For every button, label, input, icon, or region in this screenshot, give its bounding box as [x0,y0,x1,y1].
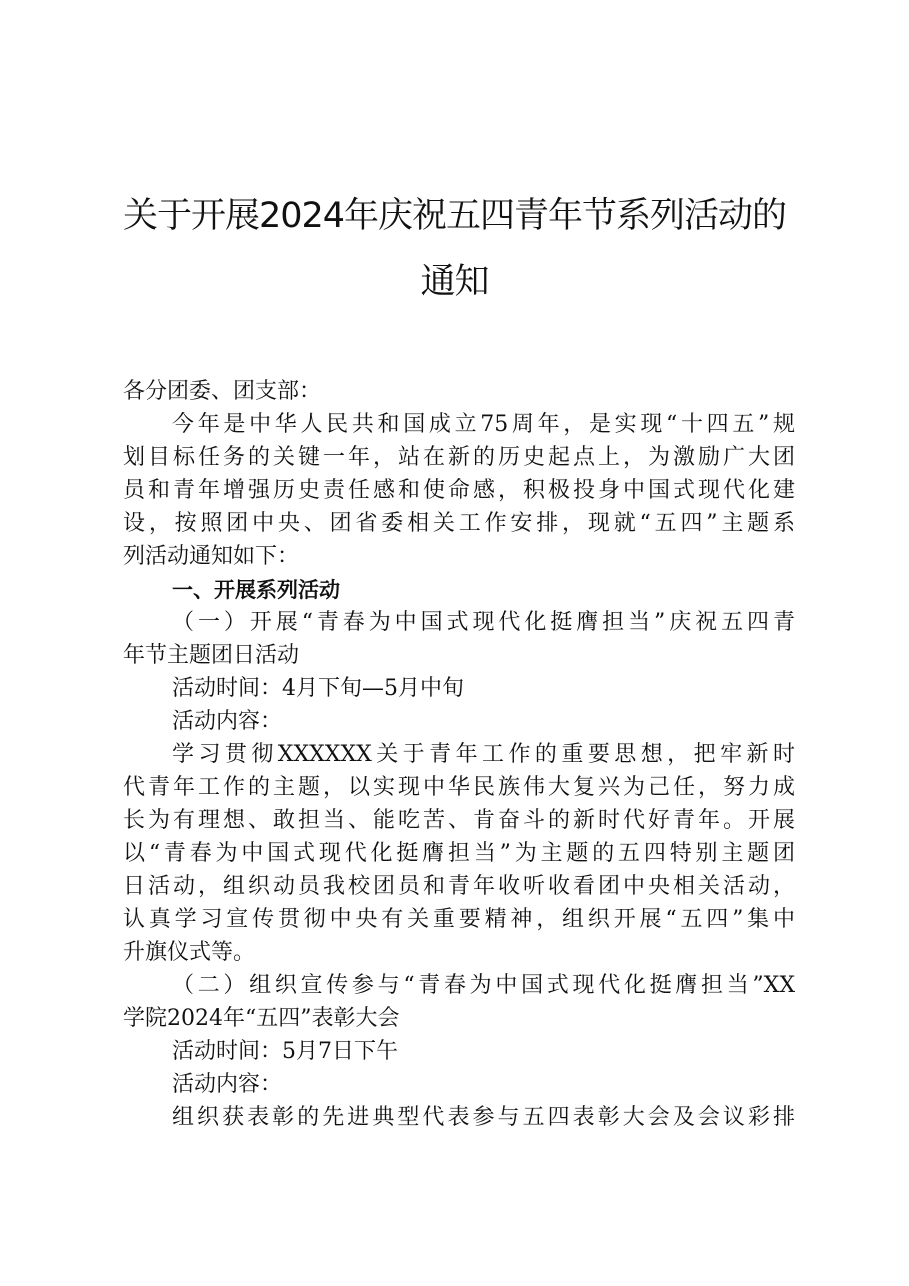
paragraph-line: 长为有理想、敢担当、能吃苦、肯奋斗的新时代好青年。开展 [123,808,795,833]
document-title-line-1: 关于开展2024年庆祝五四青年节系列活动的 [122,196,787,236]
paragraph-line: 学习贯彻XXXXXX关于青年工作的重要思想，把牢新时 [172,742,795,767]
activity-content-label: 活动内容： [172,709,283,734]
subsection-heading: 学院2024年“五四”表彰大会 [123,1006,400,1031]
paragraph-line: 升旗仪式等。 [123,940,256,965]
activity-time: 活动时间：5月7日下午 [172,1039,398,1064]
paragraph-line: 设，按照团中央、团省委相关工作安排，现就“五四”主题系 [123,511,795,536]
paragraph-line: 代青年工作的主题，以实现中华民族伟大复兴为己任，努力成 [123,775,795,800]
paragraph-line: 认真学习宣传贯彻中央有关重要精神，组织开展“五四”集中 [123,907,795,932]
paragraph-line: 员和青年增强历史责任感和使命感，积极投身中国式现代化建 [123,478,795,503]
subsection-heading: 年节主题团日活动 [123,643,300,668]
activity-content-label: 活动内容： [172,1072,283,1097]
paragraph-line: 列活动通知如下： [123,544,300,569]
salutation: 各分团委、团支部： [123,379,322,404]
subsection-heading: （一）开展“青春为中国式现代化挺膺担当”庆祝五四青 [172,610,795,635]
paragraph-line: 以“青春为中国式现代化挺膺担当”为主题的五四特别主题团 [123,841,795,866]
paragraph-line: 组织获表彰的先进典型代表参与五四表彰大会及会议彩排 [172,1105,795,1130]
paragraph-line: 划目标任务的关键一年，站在新的历史起点上，为激励广大团 [123,445,795,470]
paragraph-line: 今年是中华人民共和国成立75周年，是实现“十四五”规 [172,412,795,437]
section-heading: 一、开展系列活动 [172,578,340,602]
document-title-line-2: 通知 [420,262,489,302]
subsection-heading: （二）组织宣传参与“青春为中国式现代化挺膺担当”XX [172,973,795,998]
activity-time: 活动时间：4月下旬—5月中旬 [172,676,464,701]
paragraph-line: 日活动，组织动员我校团员和青年收听收看团中央相关活动， [123,874,795,899]
